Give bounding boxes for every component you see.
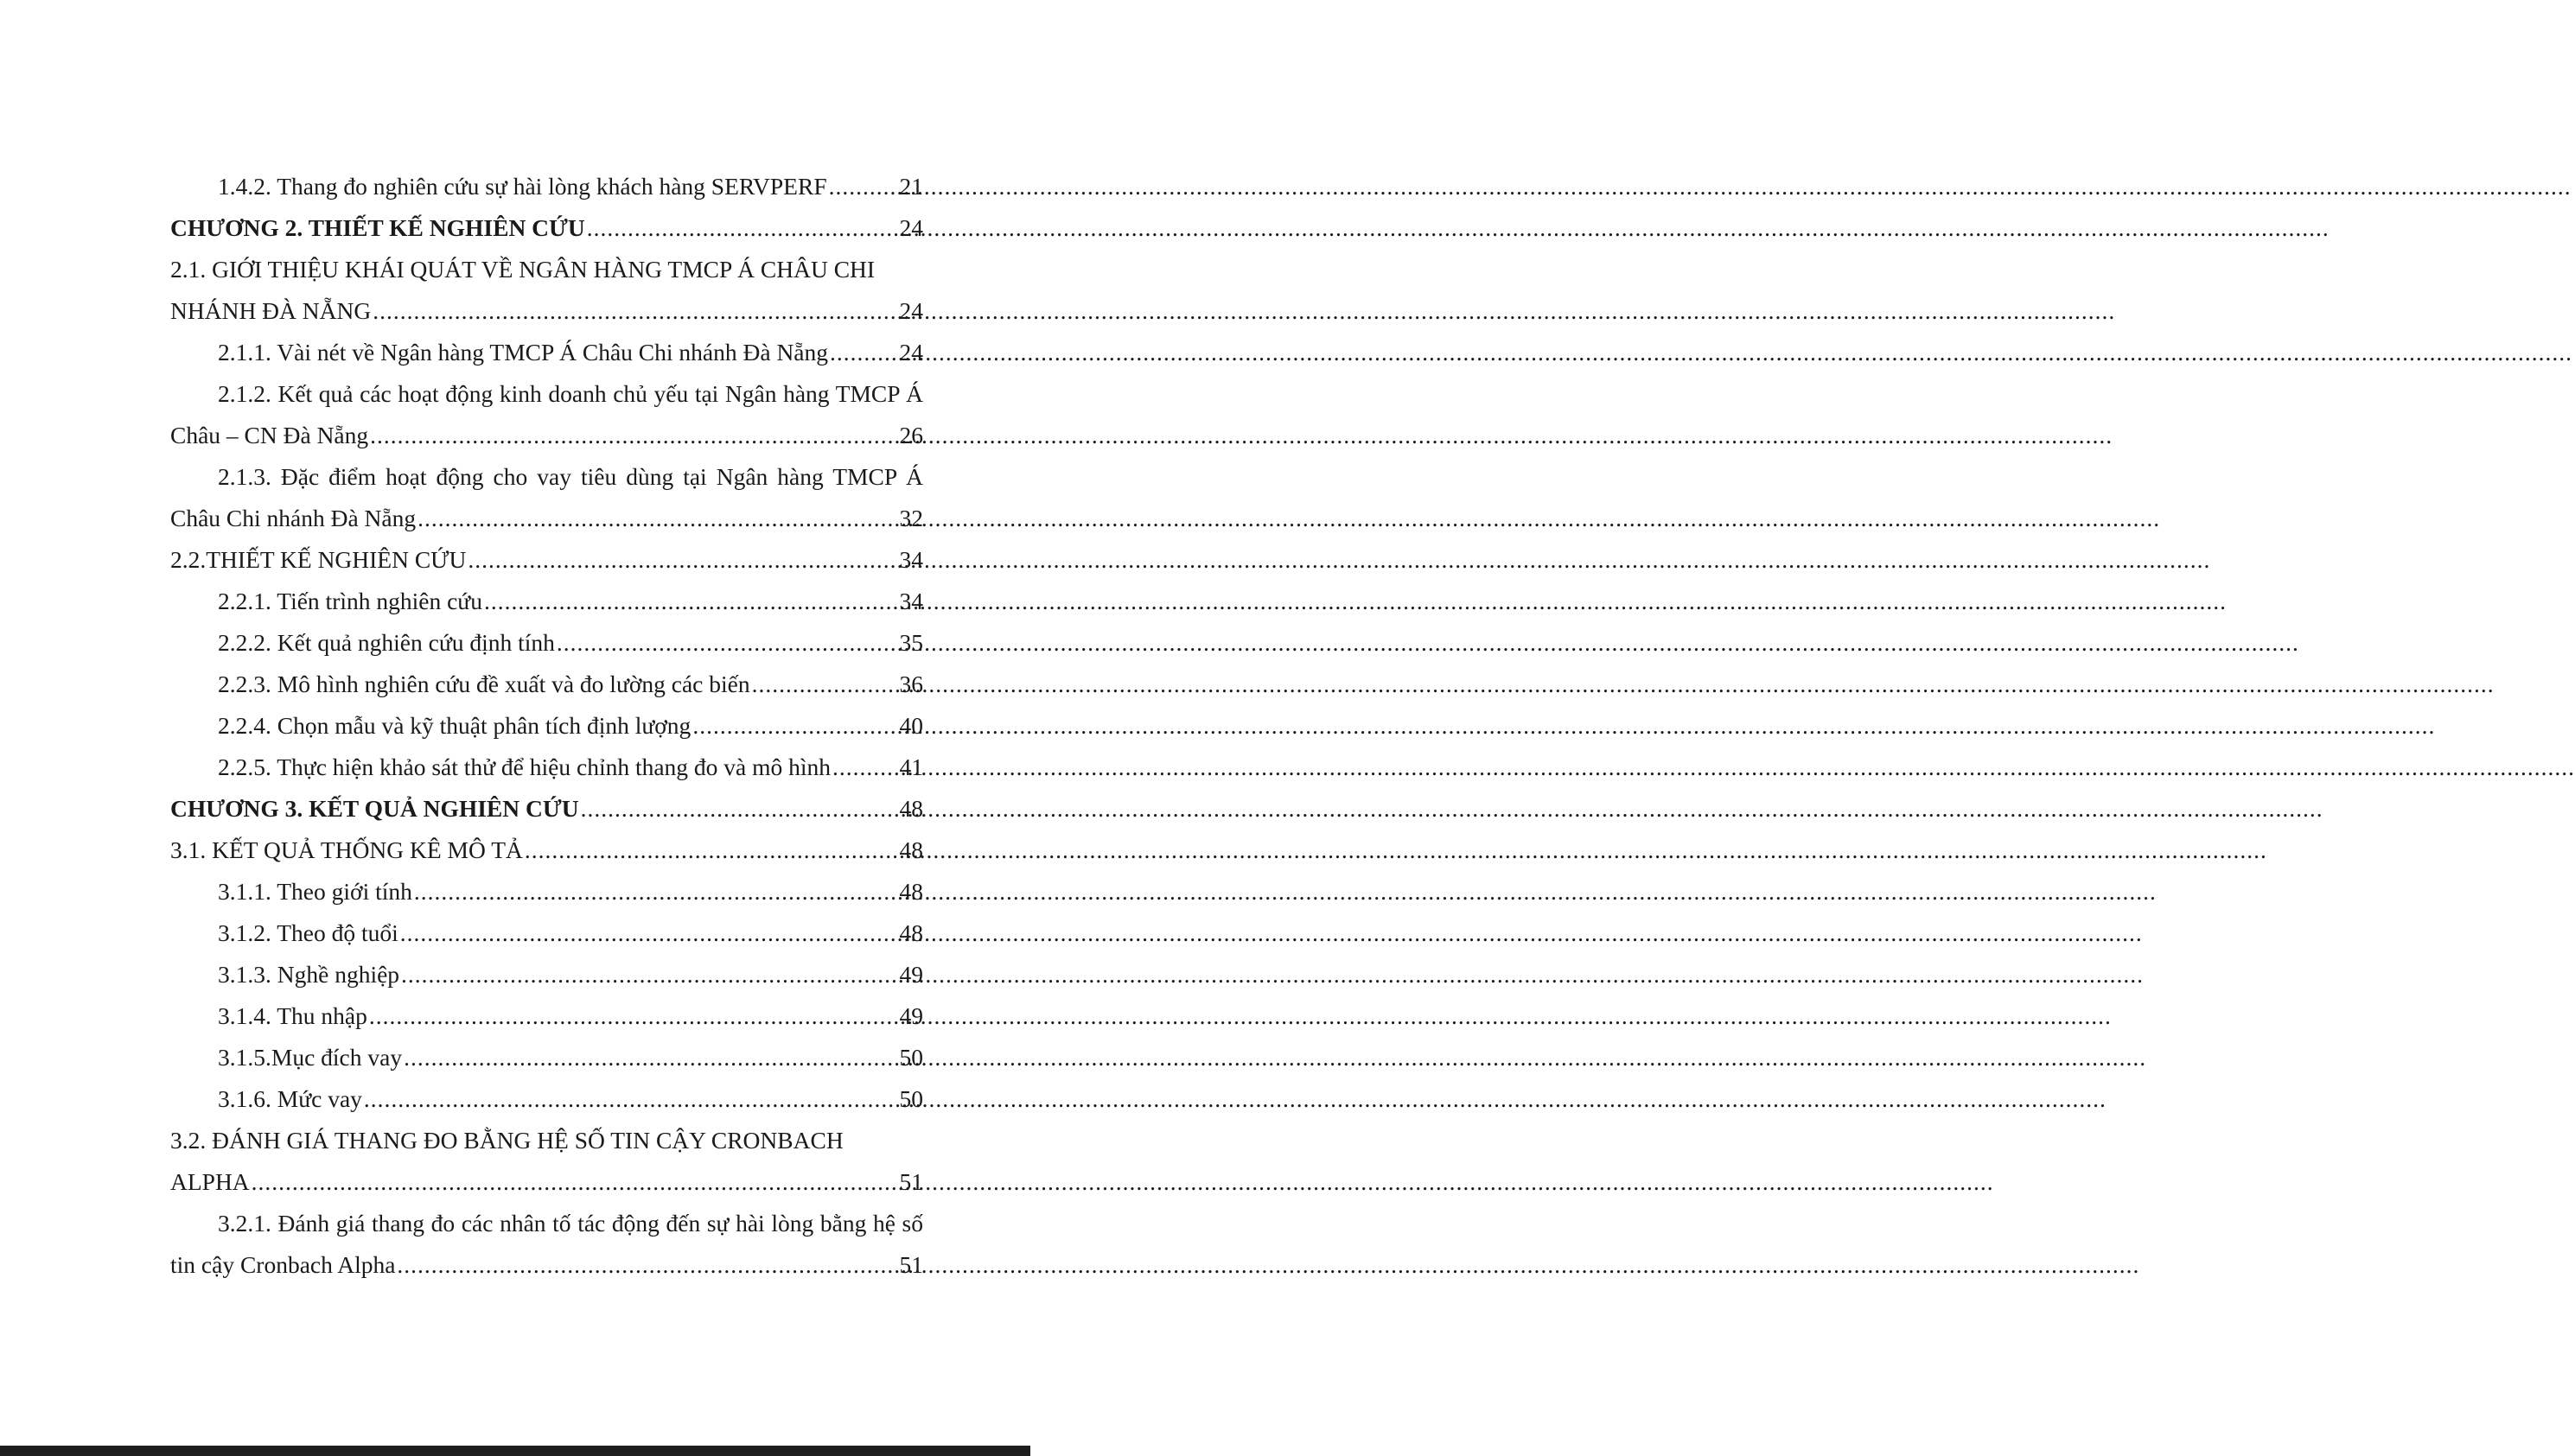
toc-entry-3-1-4[interactable]: [170, 995, 923, 1037]
toc-entry-title-line1: 3.2. ĐÁNH GIÁ THANG ĐO BẰNG HỆ SỐ TIN CẬY CRONBACH: [170, 1127, 844, 1154]
toc-entry-title: 2.1.1. Vài nét về Ngân hàng TMCP Á Châu Chi nhánh Đà Nẵng: [218, 339, 829, 366]
toc-entry-title: 2.2.2. Kết quả nghiên cứu định tính: [218, 629, 555, 656]
dot-leader: [830, 332, 897, 373]
toc-entry-page: 34: [899, 588, 923, 614]
toc-entry-2-2-2[interactable]: [170, 622, 923, 664]
dot-leader: [364, 1078, 898, 1120]
toc-entry-title: 2.2.1. Tiến trình nghiên cứu: [218, 588, 482, 614]
toc-entry-title-line2: ALPHA: [170, 1168, 250, 1195]
dot-leader: [252, 1161, 898, 1203]
toc-entry-title: 3.1.4. Thu nhập: [218, 1002, 367, 1029]
toc-entry-title-line2: tin cậy Cronbach Alpha: [170, 1251, 396, 1278]
toc-entry-page: 51: [899, 1168, 923, 1195]
toc-entry-title: 3.1. KẾT QUẢ THỐNG KÊ MÔ TẢ: [170, 836, 523, 863]
toc-entry-title-line1: 2.1. GIỚI THIỆU KHÁI QUÁT VỀ NGÂN HÀNG TMCP Á CHÂU CHI: [170, 256, 876, 283]
toc-entry-page: 48: [899, 878, 923, 905]
toc-entry-3-1-6[interactable]: [170, 1078, 923, 1120]
toc-entry-page: 36: [899, 671, 923, 697]
dot-leader: [370, 415, 897, 456]
toc-entry-page: 48: [899, 795, 923, 822]
toc-entry-page: 50: [899, 1044, 923, 1071]
toc-entry-page: 24: [899, 339, 923, 366]
toc-entry-title: CHƯƠNG 3. KẾT QUẢ NGHIÊN CỨU: [170, 795, 579, 822]
toc-entry-2-2[interactable]: [170, 539, 923, 581]
toc-entry-title-line1: 3.2.1. Đánh giá thang đo các nhân tố tác động đến sự hài lòng bằng hệ số: [218, 1210, 923, 1237]
dot-leader: [468, 539, 897, 581]
toc-entry-2-1[interactable]: [170, 249, 923, 332]
toc-entry-title: 2.2.5. Thực hiện khảo sát thử để hiệu chỉnh thang đo và mô hình: [218, 753, 832, 780]
toc-entry-2-1-1[interactable]: [170, 332, 923, 373]
toc-entry-page: 41: [899, 753, 923, 780]
toc-entry-title: 2.2.4. Chọn mẫu và kỹ thuật phân tích định lượng: [218, 712, 692, 739]
toc-entry-title-line2: Châu – CN Đà Nẵng: [170, 422, 369, 448]
toc-entry-page: 49: [899, 961, 923, 988]
toc-entry-3-1-1[interactable]: [170, 871, 923, 912]
dot-leader: [829, 166, 898, 207]
dot-leader: [417, 498, 897, 539]
document-page: [0, 0, 1030, 1456]
toc-entry-page: 40: [899, 712, 923, 739]
toc-entry-title-line1: 2.1.3. Đặc điểm hoạt động cho vay tiêu dùng tại Ngân hàng TMCP Á: [218, 463, 923, 490]
toc-entry-title-line2: NHÁNH ĐÀ NẴNG: [170, 297, 372, 324]
toc-entry-page: 32: [899, 505, 923, 531]
dot-leader: [373, 290, 897, 332]
toc-entry-title: 2.2.3. Mô hình nghiên cứu đề xuất và đo lường các biến: [218, 671, 750, 697]
toc-entry-title-line1: 2.1.2. Kết quả các hoạt động kinh doanh chủ yếu tại Ngân hàng TMCP Á: [218, 380, 923, 407]
toc-entry-title: CHƯƠNG 2. THIẾT KẾ NGHIÊN CỨU: [170, 214, 585, 241]
toc-entry-page: 21: [899, 173, 923, 200]
dot-leader: [692, 705, 897, 747]
toc-entry-3-1[interactable]: [170, 830, 923, 871]
toc-entry-chapter-2[interactable]: [170, 207, 923, 249]
toc-entry-2-1-2[interactable]: [170, 373, 923, 456]
toc-entry-2-2-3[interactable]: [170, 664, 923, 705]
dot-leader: [832, 747, 897, 788]
dot-leader: [397, 1244, 897, 1286]
dot-leader: [581, 788, 898, 830]
toc-entry-page: 48: [899, 836, 923, 863]
toc-entry-page: 50: [899, 1085, 923, 1112]
toc-entry-title: 3.1.6. Mức vay: [218, 1085, 362, 1112]
toc-entry-2-1-3[interactable]: [170, 456, 923, 539]
toc-entry-title-line2: Châu Chi nhánh Đà Nẵng: [170, 505, 417, 531]
toc-entry-3-2-1[interactable]: [170, 1203, 923, 1286]
toc-entry-3-1-2[interactable]: [170, 912, 923, 954]
toc-entry-page: 48: [899, 919, 923, 946]
toc-entry-2-2-1[interactable]: [170, 581, 923, 622]
toc-entry-title: 3.1.2. Theo độ tuổi: [218, 919, 398, 946]
toc-entry-page: 49: [899, 1002, 923, 1029]
toc-entry-title: 2.2.THIẾT KẾ NGHIÊN CỨU: [170, 546, 467, 573]
dot-leader: [587, 207, 898, 249]
toc-entry-page: 24: [899, 297, 923, 324]
toc-entry-page: 34: [899, 546, 923, 573]
toc-entry-page: 51: [899, 1251, 923, 1278]
toc-entry-title: 1.4.2. Thang đo nghiên cứu sự hài lòng khách hàng SERVPERF: [218, 173, 827, 200]
toc-entry-2-2-5[interactable]: [170, 747, 923, 788]
dot-leader: [525, 830, 898, 871]
toc-entry-page: 24: [899, 214, 923, 241]
dot-leader: [369, 995, 898, 1037]
toc-entry-title: 3.1.5.Mục đích vay: [218, 1044, 403, 1071]
toc-entry-3-2[interactable]: [170, 1120, 923, 1203]
toc-entry-2-2-4[interactable]: [170, 705, 923, 747]
bottom-edge-bar: [0, 1446, 1030, 1456]
toc-entry-title: 3.1.3. Nghề nghiệp: [218, 961, 400, 988]
dot-leader: [401, 954, 897, 995]
toc-entry-title: 3.1.1. Theo giới tính: [218, 878, 412, 905]
toc-entry-page: 26: [899, 422, 923, 448]
toc-entry-3-1-5[interactable]: [170, 1037, 923, 1078]
dot-leader: [414, 871, 898, 912]
dot-leader: [404, 1037, 897, 1078]
dot-leader: [400, 912, 898, 954]
toc-entry-3-1-3[interactable]: [170, 954, 923, 995]
toc-entry-1-4-2[interactable]: [170, 166, 923, 207]
dot-leader: [752, 664, 898, 705]
toc-entry-chapter-3[interactable]: [170, 788, 923, 830]
dot-leader: [557, 622, 898, 664]
table-of-contents: [170, 166, 923, 1286]
toc-entry-page: 35: [899, 629, 923, 656]
dot-leader: [484, 581, 898, 622]
